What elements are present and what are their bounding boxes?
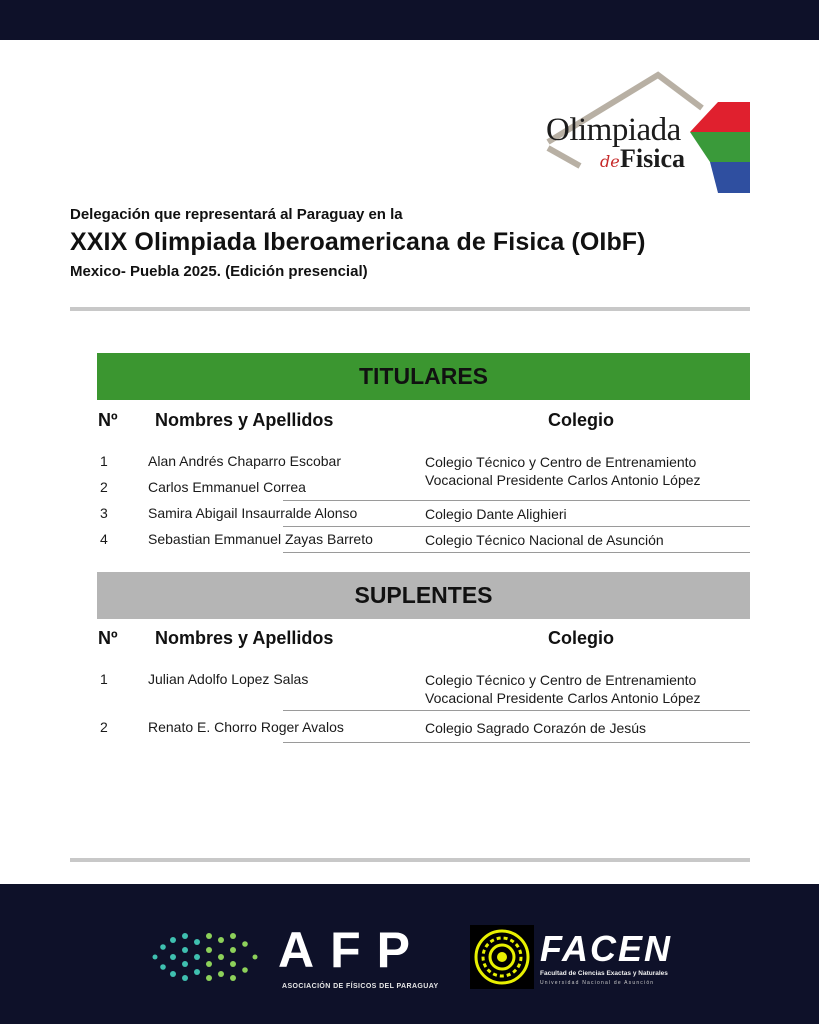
row-divider — [283, 710, 750, 711]
row-divider — [283, 742, 750, 743]
page-title: XXIX Olimpiada Iberoamericana de Fisica (OIbF) — [70, 228, 646, 256]
logo-word-de: de — [600, 152, 620, 171]
facen-emblem — [470, 925, 534, 989]
suplentes-col-school: Colegio — [548, 628, 614, 648]
facen-subtitle: Facultad de Ciencias Exactas y Naturales — [540, 970, 668, 977]
titulares-title: TITULARES — [358, 363, 489, 389]
titulares-col-school: Colegio — [548, 410, 614, 430]
suplentes-title: SUPLENTES — [354, 582, 493, 608]
afp-logo-text: AFP — [278, 922, 426, 978]
suplentes-row-2-name: Renato E. Chorro Roger Avalos — [148, 719, 344, 735]
titulares-banner — [97, 353, 750, 400]
logo-green-band — [690, 132, 750, 162]
titulares-row-3-num: 3 — [100, 505, 108, 521]
suplentes-row-1-school-line1: Colegio Técnico y Centro de Entrenamiento — [425, 672, 697, 688]
suplentes-row-2-num: 2 — [100, 719, 108, 735]
bottom-divider — [70, 858, 750, 862]
event-location: Mexico- Puebla 2025. (Edición presencial) — [70, 263, 368, 280]
titulares-school-1-line1: Colegio Técnico y Centro de Entrenamiento — [425, 454, 697, 470]
row-divider — [283, 500, 750, 501]
suplentes-banner — [97, 572, 750, 619]
titulares-row-2-name: Carlos Emmanuel Correa — [148, 479, 306, 495]
logo-word-fisica: Fisica — [620, 144, 685, 173]
logo-word-olimpiada: Olimpiada — [546, 112, 681, 148]
suplentes-col-num: Nº — [98, 628, 118, 648]
row-divider — [283, 552, 750, 553]
olimpiada-logo — [540, 70, 755, 200]
titulares-row-1-name: Alan Andrés Chaparro Escobar — [148, 453, 341, 469]
titulares-school-2: Colegio Dante Alighieri — [425, 506, 567, 522]
afp-subtitle: ASOCIACIÓN DE FÍSICOS DEL PARAGUAY — [282, 983, 439, 990]
titulares-row-2-num: 2 — [100, 479, 108, 495]
titulares-row-3-name: Samira Abigail Insaurralde Alonso — [148, 505, 358, 521]
facen-flower-icon — [470, 925, 534, 989]
top-divider — [70, 307, 750, 311]
suplentes-row-2-school: Colegio Sagrado Corazón de Jesús — [425, 720, 647, 736]
top-bar — [0, 0, 819, 40]
row-divider — [283, 526, 750, 527]
titulares-school-1-line2: Vocacional Presidente Carlos Antonio López — [425, 472, 701, 488]
suplentes-row-1-school-line2: Vocacional Presidente Carlos Antonio López — [425, 690, 701, 706]
delegation-intro: Delegación que representará al Paraguay en la — [70, 206, 403, 223]
suplentes-col-name: Nombres y Apellidos — [155, 628, 334, 648]
suplentes-row-1-name: Julian Adolfo Lopez Salas — [148, 671, 309, 687]
facen-logo-text: FACEN — [540, 928, 673, 969]
titulares-col-name: Nombres y Apellidos — [155, 410, 334, 430]
suplentes-row-1-num: 1 — [100, 671, 108, 687]
titulares-col-num: Nº — [98, 410, 118, 430]
titulares-row-1-num: 1 — [100, 453, 108, 469]
afp-dots-icon — [145, 922, 265, 992]
logo-blue-band — [710, 162, 750, 193]
titulares-row-4-name: Sebastian Emmanuel Zayas Barreto — [148, 531, 373, 547]
facen-university: Universidad Nacional de Asunción — [540, 980, 655, 986]
titulares-row-4-num: 4 — [100, 531, 108, 547]
titulares-school-3: Colegio Técnico Nacional de Asunción — [425, 532, 664, 548]
